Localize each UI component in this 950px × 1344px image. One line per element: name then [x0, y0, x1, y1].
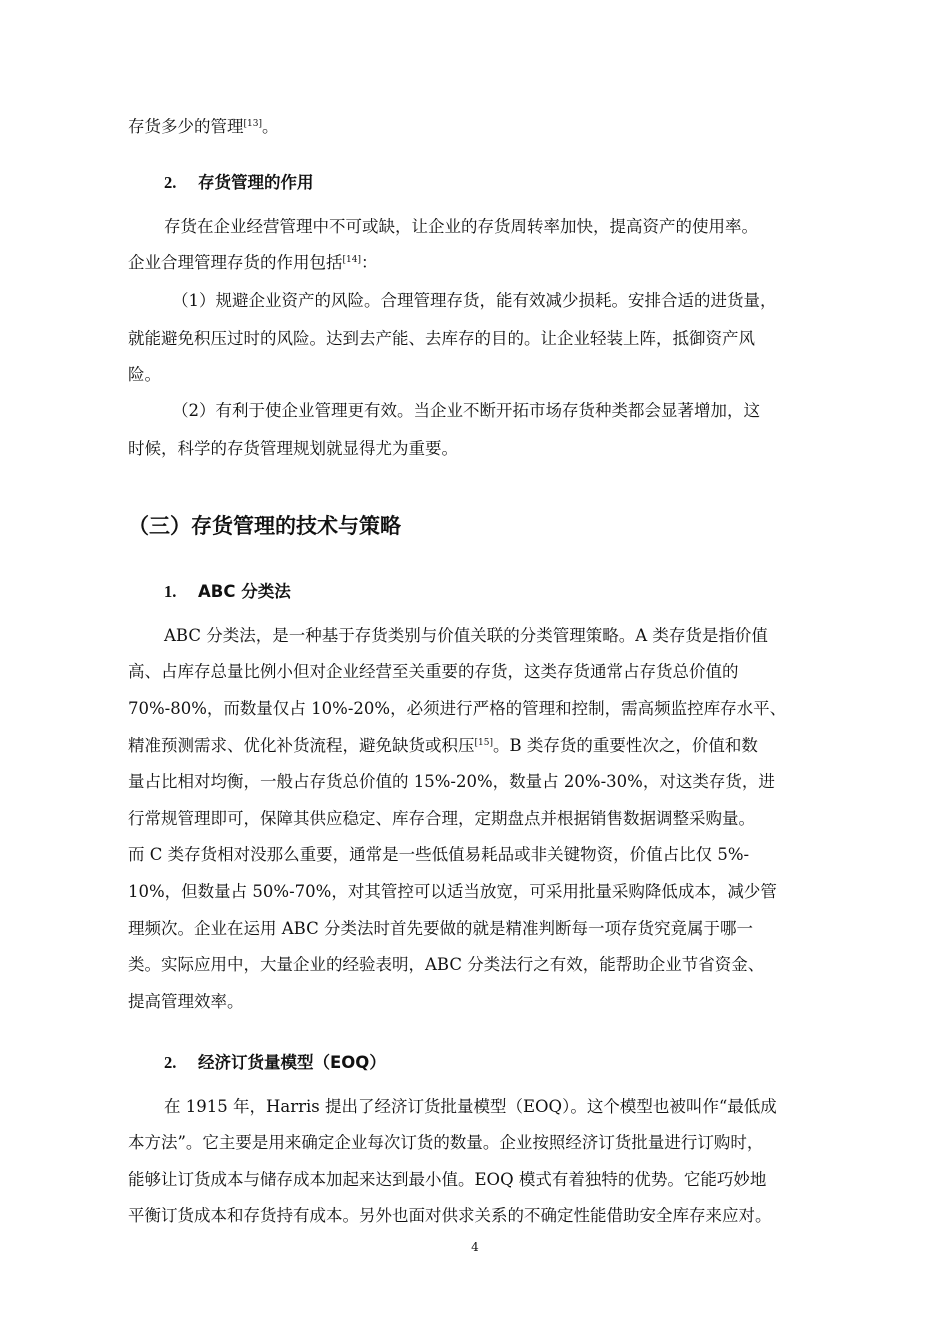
paragraph-line: 提高管理效率。	[128, 992, 244, 1011]
paragraph-line: ABC 分类法，是一种基于存货类别与价值关联的分类管理策略。A 类存货是指价值	[164, 626, 768, 645]
paragraph-line: 理频次。企业在运用 ABC 分类法时首先要做的就是精准判断每一项存货究竟属于哪一	[128, 919, 753, 938]
paragraph-line: 70%-80%，而数量仅占 10%-20%，必须进行严格的管理和控制，需高频监控库存水平、	[128, 699, 787, 718]
section-heading: 2. 经济订货量模型（EOQ）	[164, 1053, 386, 1072]
section-heading: 2. 存货管理的作用	[164, 173, 314, 192]
paragraph-line: 而 C 类存货相对没那么重要，通常是一些低值易耗品或非关键物资，价值占比仅 5%-	[128, 845, 750, 864]
citation-ref: [13]	[243, 119, 262, 129]
paragraph-line: 存货在企业经营管理中不可或缺，让企业的存货周转率加快，提高资产的使用率。	[164, 217, 758, 236]
list-item-line: （1）规避企业资产的风险。合理管理存货，能有效减少损耗。安排合适的进货量，	[172, 291, 777, 310]
paragraph-line: 企业合理管理存货的作用包括[14]：	[128, 253, 378, 272]
page-number: 4	[471, 1240, 479, 1254]
paragraph-line: 10%，但数量占 50%-70%，对其管控可以适当放宽，可采用批量采购降低成本，减少管	[128, 882, 777, 901]
chapter-heading: （三）存货管理的技术与策略	[128, 514, 401, 538]
paragraph-line: 高、占库存总量比例小但对企业经营至关重要的存货，这类存货通常占存货总价值的	[128, 662, 739, 681]
paragraph-line: 能够让订货成本与储存成本加起来达到最小值。EOQ 模式有着独特的优势。它能巧妙地	[128, 1170, 767, 1189]
paragraph-line: 精准预测需求、优化补货流程，避免缺货或积压[15]。B 类存货的重要性次之，价值和数	[128, 736, 758, 755]
list-item-line: （2）有利于使企业管理更有效。当企业不断开拓市场存货种类都会显著增加，这	[172, 401, 760, 420]
citation-ref: [15]	[474, 738, 493, 748]
paragraph-line: 量占比相对均衡，一般占存货总价值的 15%-20%，数量占 20%-30%，对这类存货，进	[128, 772, 775, 791]
list-item-line: 险。	[128, 365, 161, 384]
citation-ref: [14]	[342, 255, 361, 265]
paragraph-line: 行常规管理即可，保障其供应稳定、库存合理，定期盘点并根据销售数据调整采购量。	[128, 809, 755, 828]
section-heading: 1. ABC 分类法	[164, 582, 291, 601]
paragraph-line: 在 1915 年，Harris 提出了经济订货批量模型（EOQ）。这个模型也被叫作“最低成	[164, 1097, 777, 1116]
list-item-line: 就能避免积压过时的风险。达到去产能、去库存的目的。让企业轻装上阵，抵御资产风	[128, 329, 755, 348]
paragraph-line: 类。实际应用中，大量企业的经验表明，ABC 分类法行之有效，能帮助企业节省资金、	[128, 955, 765, 974]
paragraph-line: 本方法”。它主要是用来确定企业每次订货的数量。企业按照经济订货批量进行订购时，	[128, 1133, 764, 1152]
paragraph-line: 存货多少的管理[13]。	[128, 117, 279, 136]
paragraph-line: 平衡订货成本和存货持有成本。另外也面对供求关系的不确定性能借助安全库存来应对。	[128, 1206, 772, 1225]
list-item-line: 时候，科学的存货管理规划就显得尤为重要。	[128, 439, 458, 458]
